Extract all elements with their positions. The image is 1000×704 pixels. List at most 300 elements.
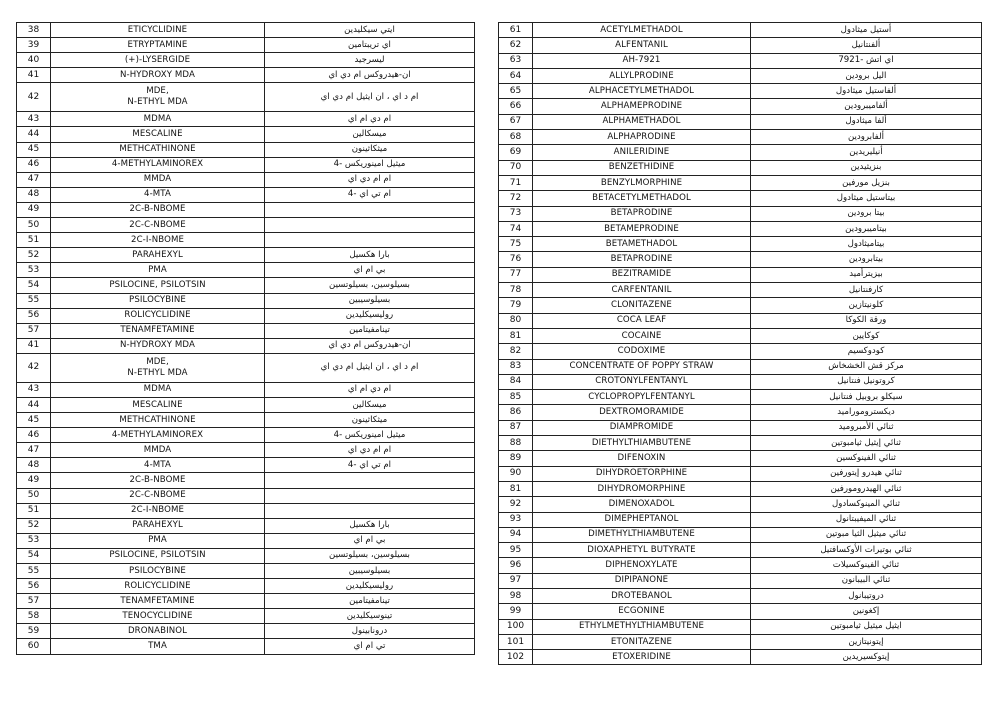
substance-name: TENAMFETAMINE — [51, 323, 265, 338]
substance-name: ROLICYCLIDINE — [51, 308, 265, 323]
row-number: 55 — [17, 564, 51, 579]
substance-name: MDMA — [51, 382, 265, 397]
substance-name: DIETHYLTHIAMBUTENE — [533, 436, 751, 451]
arabic-name: ألفابرودين — [751, 130, 982, 145]
table-row — [17, 458, 475, 473]
table-row — [17, 518, 475, 533]
substance-name: ECGONINE — [533, 604, 751, 619]
arabic-name: بارا هكسيل — [265, 518, 475, 533]
arabic-name: بيزيترأميد — [751, 267, 982, 282]
substance-name: CYCLOPROPYLFENTANYL — [533, 390, 751, 405]
row-number: 39 — [17, 38, 51, 53]
arabic-name: ام تي اي -4 — [265, 187, 475, 202]
table-row — [499, 527, 982, 542]
arabic-name: ألفنتانيل — [751, 38, 982, 53]
row-number: 75 — [499, 237, 533, 252]
row-number: 102 — [499, 650, 533, 665]
arabic-name: بسيلوسيبين — [265, 564, 475, 579]
substance-name: CONCENTRATE OF POPPY STRAW — [533, 359, 751, 374]
arabic-name: روليسيكليدين — [265, 579, 475, 594]
arabic-name: ليسرجيد — [265, 53, 475, 68]
arabic-name: كلونيتازين — [751, 298, 982, 313]
table-row — [17, 293, 475, 308]
table-row — [499, 175, 982, 190]
row-number: 82 — [499, 344, 533, 359]
substance-name: DROTEBANOL — [533, 588, 751, 603]
arabic-name: سيكلو بروبيل فنتانيل — [751, 390, 982, 405]
table-row — [499, 267, 982, 282]
table-row — [17, 263, 475, 278]
table-row — [499, 344, 982, 359]
arabic-name: مركز قش الخشخاش — [751, 359, 982, 374]
row-number: 49 — [17, 473, 51, 488]
row-number: 76 — [499, 252, 533, 267]
arabic-name: بنزيثيدين — [751, 160, 982, 175]
row-number: 53 — [17, 533, 51, 548]
arabic-name: بسيلوسين، بسيلوتسين — [265, 278, 475, 293]
left-table-body — [17, 23, 475, 655]
table-row — [17, 112, 475, 127]
arabic-name: ميثكاثينون — [265, 413, 475, 428]
substance-name: PARAHEXYL — [51, 248, 265, 263]
table-row — [499, 512, 982, 527]
table-row — [17, 564, 475, 579]
substance-name: DIHYDROMORPHINE — [533, 481, 751, 496]
table-row — [17, 397, 475, 412]
table-row — [499, 543, 982, 558]
table-row — [17, 187, 475, 202]
substance-name: 2C-I-NBOME — [51, 503, 265, 518]
substance-name: MESCALINE — [51, 127, 265, 142]
table-row — [17, 338, 475, 353]
arabic-name: ايثيل ميثيل ثيامبوتين — [751, 619, 982, 634]
table-row — [17, 579, 475, 594]
arabic-name: إيتوكسيريدين — [751, 650, 982, 665]
table-row — [499, 252, 982, 267]
substance-name: DIAMPROMIDE — [533, 420, 751, 435]
arabic-name: دروتيبانول — [751, 588, 982, 603]
table-row — [499, 313, 982, 328]
substance-name: COCAINE — [533, 328, 751, 343]
table-row — [499, 130, 982, 145]
table-row — [17, 308, 475, 323]
arabic-name: روليسيكليدين — [265, 308, 475, 323]
row-number: 98 — [499, 588, 533, 603]
substance-name: COCA LEAF — [533, 313, 751, 328]
substance-name: BETAMETHADOL — [533, 237, 751, 252]
row-number: 54 — [17, 548, 51, 563]
row-number: 80 — [499, 313, 533, 328]
arabic-name: كودوكسيم — [751, 344, 982, 359]
table-row — [499, 359, 982, 374]
arabic-name: بي ام اي — [265, 533, 475, 548]
left-substance-table — [16, 22, 475, 655]
substance-name: PMA — [51, 533, 265, 548]
row-number: 93 — [499, 512, 533, 527]
table-row — [499, 283, 982, 298]
substance-name: DIPIPANONE — [533, 573, 751, 588]
substance-name: 4-METHYLAMINOREX — [51, 428, 265, 443]
table-row — [499, 650, 982, 665]
substance-name: 2C-I-NBOME — [51, 233, 265, 248]
row-number: 64 — [499, 68, 533, 83]
arabic-name: ام ام دي اي — [265, 443, 475, 458]
substance-name: 4-MTA — [51, 458, 265, 473]
substance-name: 4-METHYLAMINOREX — [51, 157, 265, 172]
substance-name: BETAMEPRODINE — [533, 221, 751, 236]
substance-name: ETONITAZENE — [533, 634, 751, 649]
row-number: 88 — [499, 436, 533, 451]
row-number: 51 — [17, 233, 51, 248]
substance-name: N-HYDROXY MDA — [51, 338, 265, 353]
table-row — [499, 466, 982, 481]
table-row — [499, 191, 982, 206]
arabic-name: بيتا برودين — [751, 206, 982, 221]
arabic-name: ام ام دي اي — [265, 172, 475, 187]
row-number: 95 — [499, 543, 533, 558]
row-number: 81 — [499, 481, 533, 496]
substance-name: PARAHEXYL — [51, 518, 265, 533]
substance-name: ALPHAMETHADOL — [533, 114, 751, 129]
substance-name: METHCATHINONE — [51, 142, 265, 157]
substance-name: PSILOCINE, PSILOTSIN — [51, 548, 265, 563]
substance-name: (+)-LYSERGIDE — [51, 53, 265, 68]
row-number: 42 — [17, 353, 51, 382]
row-number: 61 — [499, 23, 533, 38]
substance-name: ALFENTANIL — [533, 38, 751, 53]
substance-name: CODOXIME — [533, 344, 751, 359]
arabic-name: ميثكاثينون — [265, 142, 475, 157]
table-row — [17, 548, 475, 563]
substance-name: ALLYLPRODINE — [533, 68, 751, 83]
arabic-name: ثنائي المينوكسادول — [751, 497, 982, 512]
row-number: 48 — [17, 458, 51, 473]
arabic-name: ديكستروموراميد — [751, 405, 982, 420]
substance-name: ALPHAPRODINE — [533, 130, 751, 145]
table-row — [499, 160, 982, 175]
table-row — [499, 84, 982, 99]
arabic-name: ايتي سيكليدين — [265, 23, 475, 38]
row-number: 74 — [499, 221, 533, 236]
table-row — [499, 558, 982, 573]
row-number: 57 — [17, 594, 51, 609]
row-number: 96 — [499, 558, 533, 573]
table-row — [499, 390, 982, 405]
table-row — [17, 53, 475, 68]
substance-name: PSILOCINE, PSILOTSIN — [51, 278, 265, 293]
row-number: 47 — [17, 443, 51, 458]
arabic-name: ثنائي الفينوكسين — [751, 451, 982, 466]
row-number: 71 — [499, 175, 533, 190]
right-substance-table — [498, 22, 982, 665]
arabic-name: ميسكالين — [265, 127, 475, 142]
table-row — [499, 298, 982, 313]
row-number: 73 — [499, 206, 533, 221]
arabic-name: اي اتش -7921 — [751, 53, 982, 68]
row-number: 89 — [499, 451, 533, 466]
row-number: 79 — [499, 298, 533, 313]
table-row — [17, 594, 475, 609]
row-number: 85 — [499, 390, 533, 405]
row-number: 52 — [17, 518, 51, 533]
right-table-body — [499, 23, 982, 665]
arabic-name — [265, 233, 475, 248]
arabic-name: اليل برودين — [751, 68, 982, 83]
arabic-name: ميثيل امينوريكس -4 — [265, 428, 475, 443]
row-number: 81 — [499, 328, 533, 343]
table-row — [17, 609, 475, 624]
substance-name: 2C-C-NBOME — [51, 488, 265, 503]
arabic-name: بيتاميثادول — [751, 237, 982, 252]
row-number: 59 — [17, 624, 51, 639]
arabic-name: ثنائي البيبانون — [751, 573, 982, 588]
table-row — [17, 157, 475, 172]
table-row — [17, 83, 475, 112]
substance-name: ETOXERIDINE — [533, 650, 751, 665]
substance-name: MMDA — [51, 443, 265, 458]
table-row — [17, 38, 475, 53]
substance-name: BENZETHIDINE — [533, 160, 751, 175]
row-number: 43 — [17, 112, 51, 127]
row-number: 38 — [17, 23, 51, 38]
substance-name: METHCATHINONE — [51, 413, 265, 428]
substance-name: ALPHAMEPRODINE — [533, 99, 751, 114]
substance-name: ETHYLMETHYLTHIAMBUTENE — [533, 619, 751, 634]
arabic-name: بسيلوسين، بسيلوتسين — [265, 548, 475, 563]
table-row — [499, 23, 982, 38]
table-row — [499, 221, 982, 236]
table-row — [499, 374, 982, 389]
substance-name: MMDA — [51, 172, 265, 187]
substance-name: PSILOCYBINE — [51, 564, 265, 579]
table-row — [499, 405, 982, 420]
table-row — [17, 218, 475, 233]
row-number: 100 — [499, 619, 533, 634]
table-row — [17, 533, 475, 548]
row-number: 63 — [499, 53, 533, 68]
row-number: 40 — [17, 53, 51, 68]
arabic-name: بارا هكسيل — [265, 248, 475, 263]
row-number: 48 — [17, 187, 51, 202]
substance-name: ETRYPTAMINE — [51, 38, 265, 53]
substance-name: MDE, N-ETHYL MDA — [51, 83, 265, 112]
arabic-name: بيتاستيل ميثادول — [751, 191, 982, 206]
arabic-name: كارفنتانيل — [751, 283, 982, 298]
table-row — [499, 237, 982, 252]
table-row — [17, 428, 475, 443]
arabic-name: ام دي ام اي — [265, 382, 475, 397]
arabic-name: ورقة الكوكا — [751, 313, 982, 328]
table-row — [17, 233, 475, 248]
table-row — [17, 278, 475, 293]
row-number: 49 — [17, 202, 51, 217]
table-row — [499, 634, 982, 649]
substance-name: CLONITAZENE — [533, 298, 751, 313]
table-row — [499, 420, 982, 435]
arabic-name: بي ام اي — [265, 263, 475, 278]
substance-name: MDE, N-ETHYL MDA — [51, 353, 265, 382]
table-row — [17, 443, 475, 458]
arabic-name: تينامفيتامين — [265, 323, 475, 338]
substance-name: MDMA — [51, 112, 265, 127]
row-number: 46 — [17, 428, 51, 443]
substance-name: 2C-C-NBOME — [51, 218, 265, 233]
arabic-name: ثنائي هيدرو إيتورفين — [751, 466, 982, 481]
row-number: 52 — [17, 248, 51, 263]
row-number: 62 — [499, 38, 533, 53]
arabic-name: تينوسيكليدين — [265, 609, 475, 624]
table-row — [499, 145, 982, 160]
arabic-name: ثنائي الهيدرومورفين — [751, 481, 982, 496]
substance-name: DIOXAPHETYL BUTYRATE — [533, 543, 751, 558]
arabic-name: ام د اي ، ان ايثيل ام دي اي — [265, 83, 475, 112]
row-number: 99 — [499, 604, 533, 619]
row-number: 50 — [17, 218, 51, 233]
table-row — [499, 99, 982, 114]
arabic-name — [265, 202, 475, 217]
arabic-name: ام د اي ، ان ايثيل ام دي اي — [265, 353, 475, 382]
table-row — [499, 68, 982, 83]
row-number: 70 — [499, 160, 533, 175]
arabic-name: إيتونيتازين — [751, 634, 982, 649]
table-row — [499, 588, 982, 603]
table-row — [17, 202, 475, 217]
substance-name: ACETYLMETHADOL — [533, 23, 751, 38]
table-row — [17, 323, 475, 338]
row-number: 69 — [499, 145, 533, 160]
arabic-name: ام تي اي -4 — [265, 458, 475, 473]
table-row — [17, 248, 475, 263]
substance-name: ETICYCLIDINE — [51, 23, 265, 38]
arabic-name: درونابينول — [265, 624, 475, 639]
substance-name: TENOCYCLIDINE — [51, 609, 265, 624]
arabic-name: ثنائي الأمبروميد — [751, 420, 982, 435]
table-row — [17, 382, 475, 397]
arabic-name: ثنائي إيثيل ثيامبوتين — [751, 436, 982, 451]
arabic-name: بسيلوسيبين — [265, 293, 475, 308]
row-number: 51 — [17, 503, 51, 518]
arabic-name: ميسكالين — [265, 397, 475, 412]
substance-name: ROLICYCLIDINE — [51, 579, 265, 594]
substance-name: DIMETHYLTHIAMBUTENE — [533, 527, 751, 542]
row-number: 67 — [499, 114, 533, 129]
substance-name: CARFENTANIL — [533, 283, 751, 298]
substance-name: PSILOCYBINE — [51, 293, 265, 308]
arabic-name: ألفاستيل ميثادول — [751, 84, 982, 99]
table-row — [17, 488, 475, 503]
arabic-name — [265, 218, 475, 233]
row-number: 83 — [499, 359, 533, 374]
table-row — [499, 206, 982, 221]
arabic-name: ام دي ام اي — [265, 112, 475, 127]
arabic-name — [265, 473, 475, 488]
table-row — [499, 436, 982, 451]
row-number: 54 — [17, 278, 51, 293]
arabic-name: كروتونيل فنتانيل — [751, 374, 982, 389]
arabic-name: أستيل ميثادول — [751, 23, 982, 38]
arabic-name: اي تريبتامين — [265, 38, 475, 53]
arabic-name: ميثيل امينوريكس -4 — [265, 157, 475, 172]
substance-name: DIFENOXIN — [533, 451, 751, 466]
row-number: 44 — [17, 127, 51, 142]
arabic-name: بنزيل مورفين — [751, 175, 982, 190]
arabic-name: ثنائي الميفيبتانول — [751, 512, 982, 527]
row-number: 53 — [17, 263, 51, 278]
table-row — [17, 503, 475, 518]
table-row — [17, 413, 475, 428]
table-row — [499, 481, 982, 496]
substance-name: MESCALINE — [51, 397, 265, 412]
arabic-name: ألفا ميثادول — [751, 114, 982, 129]
table-row — [499, 328, 982, 343]
table-row — [499, 619, 982, 634]
substance-name: TENAMFETAMINE — [51, 594, 265, 609]
table-row — [499, 573, 982, 588]
substance-name: BETAPRODINE — [533, 206, 751, 221]
table-row — [17, 473, 475, 488]
arabic-name: ثنائي الفينوكسيلات — [751, 558, 982, 573]
table-row — [17, 639, 475, 654]
substance-name: DIMEPHEPTANOL — [533, 512, 751, 527]
arabic-name: بيتاميبرودين — [751, 221, 982, 236]
row-number: 46 — [17, 157, 51, 172]
row-number: 43 — [17, 382, 51, 397]
substance-name: DIPHENOXYLATE — [533, 558, 751, 573]
substance-name: BENZYLMORPHINE — [533, 175, 751, 190]
arabic-name — [265, 503, 475, 518]
substance-name: DIMENOXADOL — [533, 497, 751, 512]
row-number: 68 — [499, 130, 533, 145]
table-row — [17, 172, 475, 187]
table-row — [499, 497, 982, 512]
substance-name: BEZITRAMIDE — [533, 267, 751, 282]
arabic-name: إكغونين — [751, 604, 982, 619]
table-row — [499, 114, 982, 129]
substance-name: AH-7921 — [533, 53, 751, 68]
row-number: 56 — [17, 579, 51, 594]
arabic-name: بيتابرودين — [751, 252, 982, 267]
arabic-name: ثنائي ميثيل الثيا مبوتين — [751, 527, 982, 542]
substance-name: N-HYDROXY MDA — [51, 68, 265, 83]
row-number: 77 — [499, 267, 533, 282]
table-row — [17, 353, 475, 382]
arabic-name: ان-هيدروكس ام دي اي — [265, 338, 475, 353]
arabic-name: أنيليريدين — [751, 145, 982, 160]
row-number: 92 — [499, 497, 533, 512]
arabic-name: ثنائي بوتيرات الأوكسافتيل — [751, 543, 982, 558]
table-row — [17, 127, 475, 142]
table-row — [499, 53, 982, 68]
arabic-name — [265, 488, 475, 503]
substance-name: PMA — [51, 263, 265, 278]
row-number: 58 — [17, 609, 51, 624]
table-row — [499, 604, 982, 619]
row-number: 66 — [499, 99, 533, 114]
row-number: 56 — [17, 308, 51, 323]
row-number: 50 — [17, 488, 51, 503]
arabic-name: ان-هيدروكس ام دي اي — [265, 68, 475, 83]
row-number: 45 — [17, 413, 51, 428]
row-number: 97 — [499, 573, 533, 588]
substance-name: 2C-B-NBOME — [51, 202, 265, 217]
table-row — [17, 142, 475, 157]
table-row — [17, 23, 475, 38]
row-number: 57 — [17, 323, 51, 338]
row-number: 60 — [17, 639, 51, 654]
row-number: 42 — [17, 83, 51, 112]
arabic-name: ألفاميبرودين — [751, 99, 982, 114]
substance-name: 4-MTA — [51, 187, 265, 202]
